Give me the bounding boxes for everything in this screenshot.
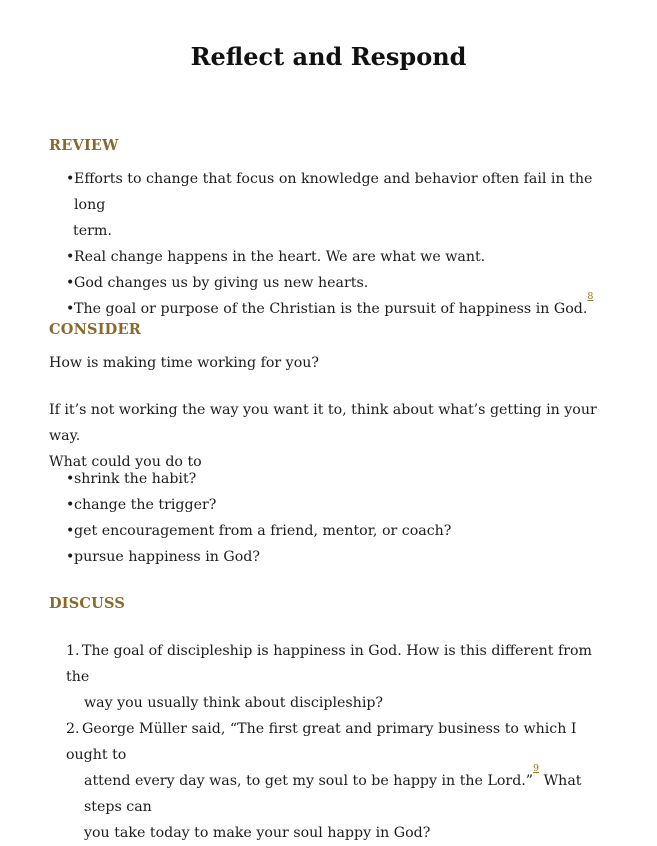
discuss-heading: DISCUSS bbox=[49, 595, 126, 612]
page-title: Reflect and Respond bbox=[190, 42, 467, 71]
consider-question: How is making time working for you? bbox=[49, 355, 319, 371]
bullet-icon: • bbox=[66, 171, 75, 187]
item-number: 2. bbox=[66, 721, 80, 737]
consider-prompt: If it’s not working the way you want it to, think about what’s getting in your way. What could you do to bbox=[49, 402, 597, 470]
consider-list bbox=[66, 466, 626, 570]
item-number: 1. bbox=[66, 643, 80, 659]
bullet-icon: • bbox=[66, 549, 75, 565]
bullet-icon: • bbox=[66, 249, 75, 265]
discuss-list bbox=[66, 638, 616, 846]
list-item: •Real change happens in the heart. We are what we want. bbox=[66, 244, 626, 270]
list-item: •God changes us by giving us new hearts. bbox=[66, 270, 626, 296]
bullet-icon: • bbox=[66, 301, 75, 317]
bullet-icon: • bbox=[66, 523, 75, 539]
bullet-icon: • bbox=[66, 275, 75, 291]
review-list bbox=[66, 166, 626, 322]
footnote-link[interactable]: 8 bbox=[587, 291, 594, 302]
list-item: •Efforts to change that focus on knowledge and behavior often fail in the long term. bbox=[66, 166, 626, 244]
list-item: 1. The goal of discipleship is happiness in God. How is this different from the way you usually think about discipleship? bbox=[66, 638, 616, 716]
list-item: •change the trigger? bbox=[66, 492, 626, 518]
list-item: •get encouragement from a friend, mentor, or coach? bbox=[66, 518, 626, 544]
list-item: •shrink the habit? bbox=[66, 466, 626, 492]
review-heading: REVIEW bbox=[49, 137, 119, 154]
list-item: •The goal or purpose of the Christian is the pursuit of happiness in God.$^8$ bbox=[66, 296, 626, 322]
bullet-icon: • bbox=[66, 497, 75, 513]
list-item: 2. George Müller said, “The first great and primary business to which I ought to attend every day was, to get my soul to be happy in the Lord.”$^9$ What steps can you take today to make your soul happy in God? bbox=[66, 716, 616, 846]
consider-heading: CONSIDER bbox=[49, 321, 141, 338]
list-item: •pursue happiness in God? bbox=[66, 544, 626, 570]
footnote-link[interactable]: 9 bbox=[533, 763, 540, 774]
bullet-icon: • bbox=[66, 471, 75, 487]
